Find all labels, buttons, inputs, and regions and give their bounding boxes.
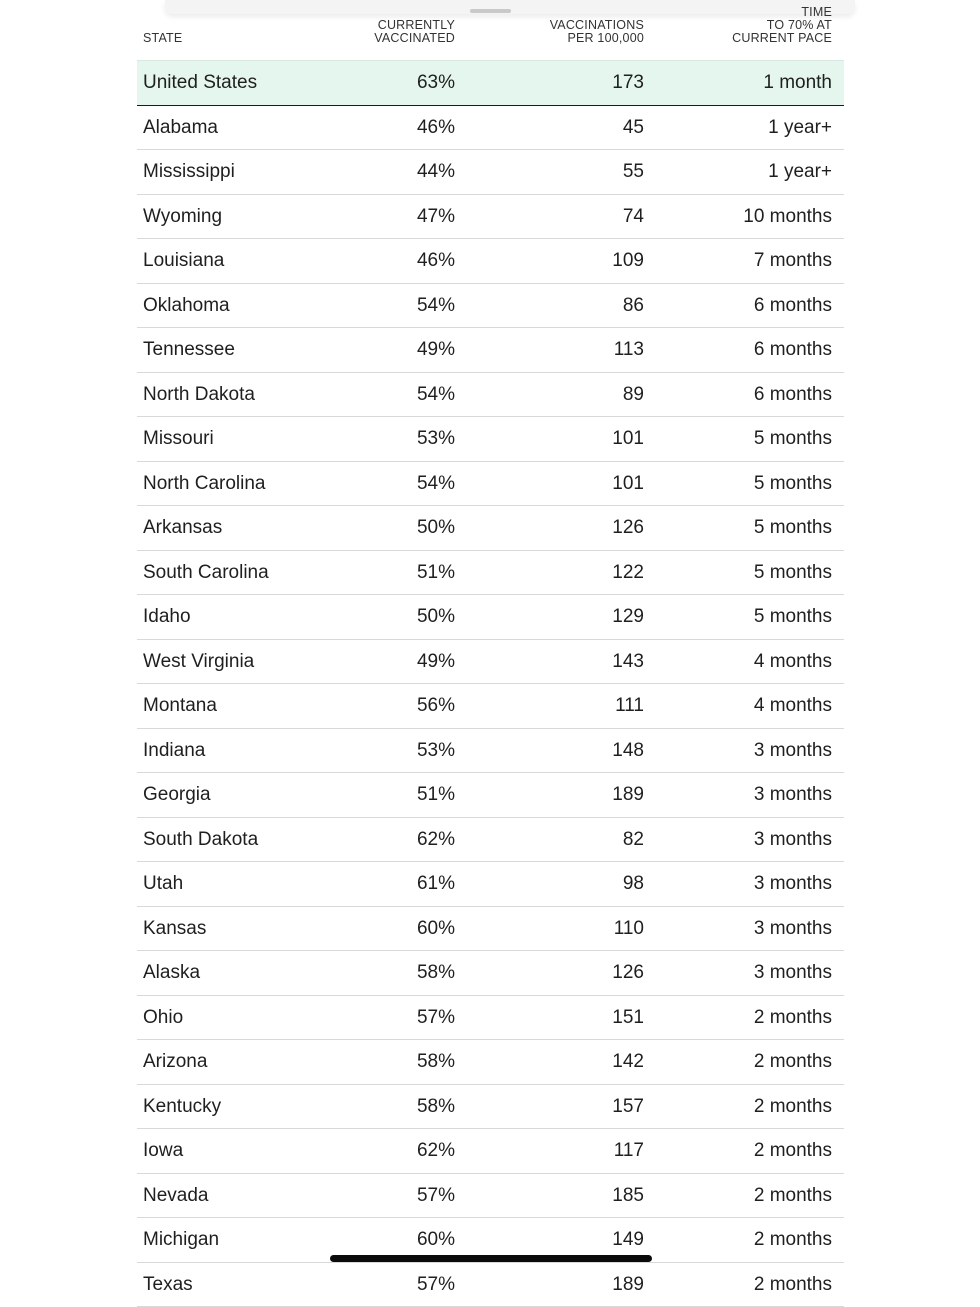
vaccinated-cell: 54% bbox=[417, 284, 455, 328]
header-time-line3: CURRENT PACE bbox=[732, 32, 832, 45]
state-cell: Arkansas bbox=[143, 506, 222, 550]
per-100k-cell: 82 bbox=[623, 818, 644, 862]
per-100k-cell: 143 bbox=[612, 640, 644, 684]
header-rate-line1: VACCINATIONS bbox=[550, 19, 644, 32]
vaccinated-cell: 57% bbox=[417, 996, 455, 1040]
per-100k-cell: 122 bbox=[612, 551, 644, 595]
table-row[interactable] bbox=[137, 996, 844, 1041]
state-cell: Idaho bbox=[143, 595, 191, 639]
time-to-70-cell: 5 months bbox=[754, 595, 832, 639]
table-body bbox=[137, 60, 844, 1307]
vaccinated-cell: 56% bbox=[417, 684, 455, 728]
home-indicator[interactable] bbox=[330, 1255, 652, 1262]
state-cell: Wyoming bbox=[143, 195, 222, 239]
state-cell: Alaska bbox=[143, 951, 200, 995]
state-cell: South Carolina bbox=[143, 551, 269, 595]
state-cell: Kansas bbox=[143, 907, 206, 951]
vaccinated-cell: 49% bbox=[417, 328, 455, 372]
state-cell: Mississippi bbox=[143, 150, 235, 194]
header-currently-vaccinated[interactable] bbox=[374, 19, 455, 45]
time-to-70-cell: 1 year+ bbox=[768, 150, 832, 194]
per-100k-cell: 173 bbox=[612, 61, 644, 105]
table-row[interactable] bbox=[137, 1174, 844, 1219]
state-cell: Iowa bbox=[143, 1129, 183, 1173]
table-row[interactable] bbox=[137, 506, 844, 551]
per-100k-cell: 101 bbox=[612, 417, 644, 461]
per-100k-cell: 101 bbox=[612, 462, 644, 506]
table-row[interactable] bbox=[137, 773, 844, 818]
table-row[interactable] bbox=[137, 1263, 844, 1307]
vaccinated-cell: 60% bbox=[417, 1218, 455, 1262]
per-100k-cell: 189 bbox=[612, 773, 644, 817]
header-vaccinations-per-100k[interactable] bbox=[550, 19, 644, 45]
table-row[interactable] bbox=[137, 106, 844, 151]
per-100k-cell: 126 bbox=[612, 951, 644, 995]
per-100k-cell: 148 bbox=[612, 729, 644, 773]
state-cell: Indiana bbox=[143, 729, 205, 773]
header-time-line2: TO 70% AT bbox=[732, 19, 832, 32]
state-cell: United States bbox=[143, 61, 257, 105]
state-cell: Alabama bbox=[143, 106, 218, 150]
per-100k-cell: 126 bbox=[612, 506, 644, 550]
vaccinated-cell: 46% bbox=[417, 239, 455, 283]
state-cell: Michigan bbox=[143, 1218, 219, 1262]
state-cell: Missouri bbox=[143, 417, 214, 461]
time-to-70-cell: 3 months bbox=[754, 729, 832, 773]
time-to-70-cell: 6 months bbox=[754, 373, 832, 417]
table-row[interactable] bbox=[137, 818, 844, 863]
time-to-70-cell: 5 months bbox=[754, 417, 832, 461]
table-row[interactable] bbox=[137, 150, 844, 195]
table-row[interactable] bbox=[137, 684, 844, 729]
header-state-label: STATE bbox=[143, 32, 182, 45]
table-row[interactable] bbox=[137, 328, 844, 373]
time-to-70-cell: 2 months bbox=[754, 1174, 832, 1218]
time-to-70-cell: 2 months bbox=[754, 1085, 832, 1129]
vaccinated-cell: 54% bbox=[417, 462, 455, 506]
per-100k-cell: 86 bbox=[623, 284, 644, 328]
per-100k-cell: 151 bbox=[612, 996, 644, 1040]
vaccinated-cell: 61% bbox=[417, 862, 455, 906]
time-to-70-cell: 7 months bbox=[754, 239, 832, 283]
vaccination-table bbox=[137, 0, 844, 1307]
header-rate-line2: PER 100,000 bbox=[550, 32, 644, 45]
vaccinated-cell: 62% bbox=[417, 1129, 455, 1173]
vaccinated-cell: 58% bbox=[417, 951, 455, 995]
time-to-70-cell: 2 months bbox=[754, 1218, 832, 1262]
state-cell: West Virginia bbox=[143, 640, 254, 684]
table-row[interactable] bbox=[137, 1040, 844, 1085]
vaccinated-cell: 58% bbox=[417, 1085, 455, 1129]
vaccinated-cell: 46% bbox=[417, 106, 455, 150]
table-row[interactable] bbox=[137, 551, 844, 596]
vaccinated-cell: 57% bbox=[417, 1263, 455, 1307]
vaccinated-cell: 57% bbox=[417, 1174, 455, 1218]
state-cell: Tennessee bbox=[143, 328, 235, 372]
state-cell: Louisiana bbox=[143, 239, 224, 283]
per-100k-cell: 142 bbox=[612, 1040, 644, 1084]
time-to-70-cell: 4 months bbox=[754, 640, 832, 684]
table-row[interactable] bbox=[137, 1085, 844, 1130]
table-row[interactable] bbox=[137, 907, 844, 952]
time-to-70-cell: 5 months bbox=[754, 462, 832, 506]
vaccinated-cell: 50% bbox=[417, 506, 455, 550]
per-100k-cell: 109 bbox=[612, 239, 644, 283]
table-row[interactable] bbox=[137, 239, 844, 284]
state-cell: Texas bbox=[143, 1263, 193, 1307]
time-to-70-cell: 1 month bbox=[763, 61, 832, 105]
header-time-to-70[interactable] bbox=[732, 6, 832, 45]
per-100k-cell: 45 bbox=[623, 106, 644, 150]
per-100k-cell: 74 bbox=[623, 195, 644, 239]
header-vaccinated-line1: CURRENTLY bbox=[374, 19, 455, 32]
table-row[interactable] bbox=[137, 373, 844, 418]
per-100k-cell: 189 bbox=[612, 1263, 644, 1307]
time-to-70-cell: 2 months bbox=[754, 1129, 832, 1173]
state-cell: Oklahoma bbox=[143, 284, 230, 328]
table-row[interactable] bbox=[137, 284, 844, 329]
state-cell: North Dakota bbox=[143, 373, 255, 417]
per-100k-cell: 98 bbox=[623, 862, 644, 906]
time-to-70-cell: 10 months bbox=[743, 195, 832, 239]
table-row[interactable] bbox=[137, 595, 844, 640]
per-100k-cell: 185 bbox=[612, 1174, 644, 1218]
state-cell: Montana bbox=[143, 684, 217, 728]
state-cell: North Carolina bbox=[143, 462, 266, 506]
vaccinated-cell: 44% bbox=[417, 150, 455, 194]
per-100k-cell: 89 bbox=[623, 373, 644, 417]
time-to-70-cell: 6 months bbox=[754, 328, 832, 372]
time-to-70-cell: 1 year+ bbox=[768, 106, 832, 150]
table-row[interactable] bbox=[137, 417, 844, 462]
state-cell: Nevada bbox=[143, 1174, 209, 1218]
table-row[interactable] bbox=[137, 951, 844, 996]
table-row[interactable] bbox=[137, 462, 844, 507]
header-time-line1: TIME bbox=[732, 6, 832, 19]
per-100k-cell: 129 bbox=[612, 595, 644, 639]
state-cell: Utah bbox=[143, 862, 183, 906]
time-to-70-cell: 5 months bbox=[754, 551, 832, 595]
per-100k-cell: 111 bbox=[615, 684, 644, 728]
per-100k-cell: 110 bbox=[614, 907, 644, 951]
vaccinated-cell: 58% bbox=[417, 1040, 455, 1084]
vaccinated-cell: 62% bbox=[417, 818, 455, 862]
vaccinated-cell: 63% bbox=[417, 61, 455, 105]
time-to-70-cell: 3 months bbox=[754, 951, 832, 995]
time-to-70-cell: 3 months bbox=[754, 862, 832, 906]
state-cell: Georgia bbox=[143, 773, 211, 817]
table-row[interactable] bbox=[137, 729, 844, 774]
per-100k-cell: 149 bbox=[612, 1218, 644, 1262]
table-row[interactable] bbox=[137, 640, 844, 685]
header-state[interactable] bbox=[143, 32, 182, 45]
vaccinated-cell: 47% bbox=[417, 195, 455, 239]
vaccinated-cell: 49% bbox=[417, 640, 455, 684]
time-to-70-cell: 4 months bbox=[754, 684, 832, 728]
vaccinated-cell: 51% bbox=[417, 551, 455, 595]
table-row-national[interactable] bbox=[137, 60, 844, 106]
per-100k-cell: 113 bbox=[614, 328, 644, 372]
vaccinated-cell: 60% bbox=[417, 907, 455, 951]
per-100k-cell: 157 bbox=[612, 1085, 644, 1129]
vaccinated-cell: 50% bbox=[417, 595, 455, 639]
time-to-70-cell: 2 months bbox=[754, 996, 832, 1040]
table-header bbox=[137, 0, 844, 60]
table-row[interactable] bbox=[137, 1129, 844, 1174]
time-to-70-cell: 3 months bbox=[754, 773, 832, 817]
state-cell: Arizona bbox=[143, 1040, 207, 1084]
vaccinated-cell: 53% bbox=[417, 417, 455, 461]
state-cell: Ohio bbox=[143, 996, 183, 1040]
time-to-70-cell: 3 months bbox=[754, 907, 832, 951]
time-to-70-cell: 2 months bbox=[754, 1263, 832, 1307]
table-row[interactable] bbox=[137, 195, 844, 240]
time-to-70-cell: 3 months bbox=[754, 818, 832, 862]
vaccinated-cell: 53% bbox=[417, 729, 455, 773]
time-to-70-cell: 5 months bbox=[754, 506, 832, 550]
header-vaccinated-line2: VACCINATED bbox=[374, 32, 455, 45]
state-cell: Kentucky bbox=[143, 1085, 221, 1129]
vaccinated-cell: 51% bbox=[417, 773, 455, 817]
time-to-70-cell: 2 months bbox=[754, 1040, 832, 1084]
vaccinated-cell: 54% bbox=[417, 373, 455, 417]
time-to-70-cell: 6 months bbox=[754, 284, 832, 328]
per-100k-cell: 117 bbox=[614, 1129, 644, 1173]
table-row[interactable] bbox=[137, 862, 844, 907]
state-cell: South Dakota bbox=[143, 818, 258, 862]
per-100k-cell: 55 bbox=[623, 150, 644, 194]
